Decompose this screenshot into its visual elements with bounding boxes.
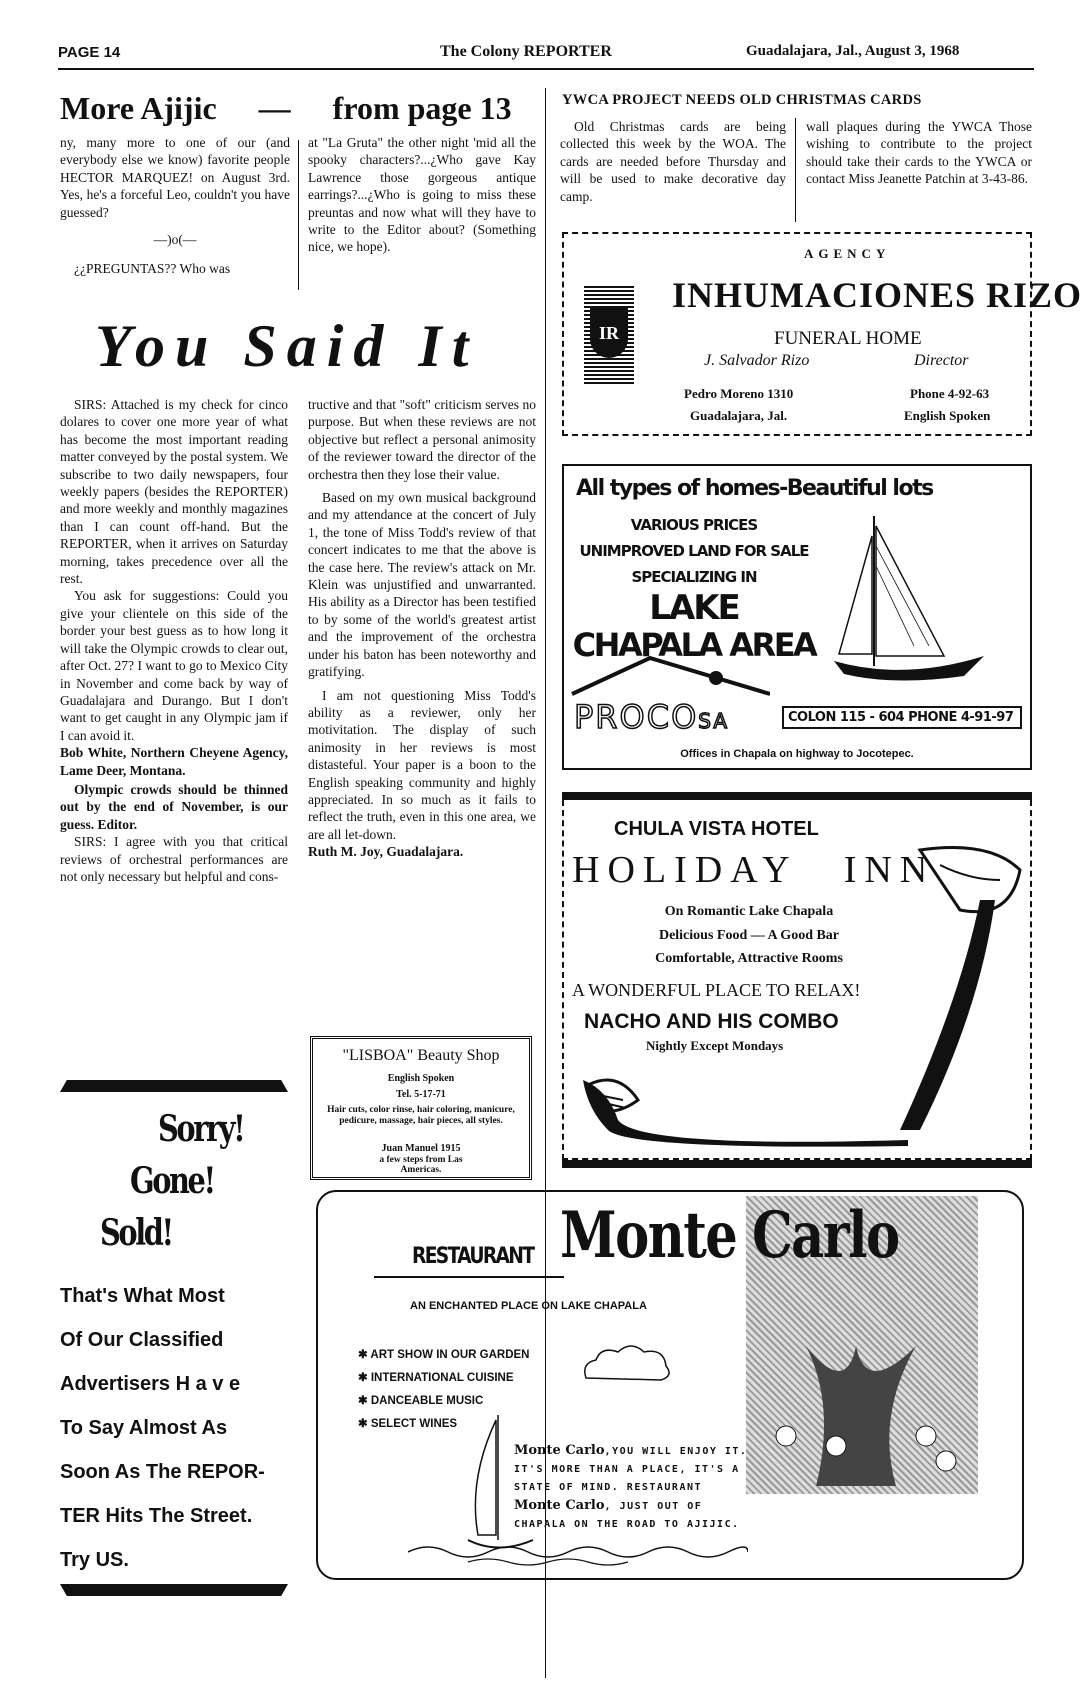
lisboa-near: a few steps from Las Americas. <box>379 1155 463 1175</box>
blurb-line-1 <box>514 1442 754 1461</box>
holiday-name-1: HOLIDAY <box>572 849 797 891</box>
ywca-column-1: Old Christmas cards are being collected this week by the WOA. The cards are needed before Thursday and will be used to make decorative day camp. <box>560 119 786 204</box>
blurb-line-5: CHAPALA ON THE ROAD TO AJIJIC. <box>514 1519 740 1530</box>
ywca-column-2: wall plaques during the YWCA Those wishing to contribute to the project should take their cards to the YWCA or contact Miss Jeanette Patchin at 3-43-86. <box>806 119 1032 187</box>
sailboat-icon <box>834 506 984 686</box>
rizo-logo-shield: IR <box>590 308 628 358</box>
item-wines-label: SELECT WINES <box>370 1418 458 1430</box>
item-music-label: DANCEABLE MUSIC <box>370 1395 484 1407</box>
cloud-icon <box>576 1338 676 1388</box>
ywca-divider <box>795 118 796 222</box>
blurb-line-4 <box>514 1497 754 1516</box>
newspaper-name: The Colony REPORTER <box>440 43 612 60</box>
blurb-text-4: , JUST OUT OF <box>604 1501 703 1512</box>
monte-carlo-ad <box>316 1190 1024 1580</box>
rizo-address: Pedro Moreno 1310 <box>684 386 794 401</box>
ajijic-title-dash: — <box>258 90 291 126</box>
sorry-line-f: TER Hits The Street. <box>60 1505 253 1527</box>
monte-carlo-item-cuisine <box>358 1367 530 1390</box>
sorry-line-e: Soon As The REPOR- <box>60 1461 265 1483</box>
tree-icon <box>746 1286 978 1486</box>
holiday-line-3: Comfortable, Attractive Rooms <box>655 951 843 966</box>
ajijic-col1-text: ny, many more to one of our (and everybody else we know) favorite people HECTOR MARQUEZ! on August 3rd. Yes, he's a forceful Leo, couldn't you have guessed? <box>60 135 290 220</box>
blurb-text-1: ,YOU WILL ENJOY IT. <box>604 1446 748 1457</box>
holiday-name <box>572 848 935 892</box>
editor-reply: Olympic crowds should be thinned out by the end of November, is our guess. Editor. <box>60 781 288 832</box>
ajijic-headline <box>60 90 538 130</box>
rizo-logo <box>584 286 634 384</box>
letter-2-p3: Based on my own musical background and my attendance at the concert of July 1, the tone of Miss Todd's review of that concert indicates to me that the above is the case here. The review's attack on Mr. Klein was unjustified and unwarranted. His ability as a Director has been testified to by some of the world's greatest artist and the improvement of the orchestra under his baton has been noteworthy and gratifying. <box>308 490 536 680</box>
lisboa-english: English Spoken <box>387 1073 455 1084</box>
rizo-name: INHUMACIONES RIZO <box>672 275 1083 315</box>
ajijic-column-1 <box>60 134 290 278</box>
letter-2-p2: tructive and that "soft" criticism serves no purpose. But when these reviews are not objective but reflect a personal animosity of the reviewer toward the director of the orchestra then they lose their value. <box>308 397 536 482</box>
rizo-ad <box>562 232 1083 436</box>
leaf-swoosh-icon <box>578 1070 908 1150</box>
procosa-logo <box>574 698 729 736</box>
sorry-top-bar <box>60 1080 288 1092</box>
sorry-line-a: That's What Most <box>60 1285 225 1307</box>
rizo-role: Director <box>914 352 969 369</box>
procosa-line-2: UNIMPROVED LAND FOR SALE <box>579 542 809 560</box>
holiday-nightly: Nightly Except Mondays <box>646 1038 784 1053</box>
asterisk-icon: ✱ <box>358 1349 371 1361</box>
lisboa-name: "LISBOA" Beauty Shop <box>342 1047 500 1064</box>
holiday-combo: NACHO AND HIS COMBO <box>584 1010 839 1033</box>
letter-2-p1: SIRS: I agree with you that critical reviews of orchestral performances are not only necessary but helpful and cons- <box>60 834 288 884</box>
blurb-line-3: STATE OF MIND. RESTAURANT <box>514 1482 703 1493</box>
letter-2-p4: I am not questioning Miss Todd's ability as a reviewer, only her motivitation. The display of such animosity in her reviews is most distasteful. Your paper is a boon to the English speaking community and highly appreciated. In so much as it fails to reflect the truth, even in this one area, we are all let-down. <box>308 687 536 842</box>
monte-carlo-name-2: Carlo <box>752 1198 899 1273</box>
rizo-phone: Phone 4-92-63 <box>910 386 990 401</box>
you-said-it-title: You Said It <box>95 313 479 379</box>
ajijic-col1-end: ¿¿PREGUNTAS?? Who was <box>74 261 231 277</box>
letter-1-signature: Bob White, Northern Cheyene Agency, Lame Deer, Montana. <box>60 745 288 778</box>
monte-carlo-restaurant: RESTAURANT <box>412 1244 534 1269</box>
wave-scribble-icon <box>408 1536 748 1568</box>
procosa-contact: COLON 115 - 604 PHONE 4-91-97 <box>782 706 1022 729</box>
procosa-offices: Offices in Chapala on highway to Jocotepec. <box>680 748 914 760</box>
procosa-area: CHAPALA AREA <box>572 626 816 664</box>
sorry-line-g: Try US. <box>60 1549 129 1571</box>
procosa-ad <box>562 464 1032 770</box>
sorry-line-b: Of Our Classified <box>60 1329 224 1351</box>
dateline: Guadalajara, Jal., August 3, 1968 <box>746 43 960 59</box>
blurb-brand-1: Monte Carlo <box>514 1443 605 1458</box>
sorry-line-d: To Say Almost As <box>60 1417 228 1439</box>
header-rule <box>58 68 1034 70</box>
ajijic-title-right: from page 13 <box>332 90 512 126</box>
monte-carlo-item-art <box>358 1344 530 1367</box>
holiday-name-2: INN <box>843 849 936 891</box>
column-divider-left <box>298 140 299 290</box>
rizo-english: English Spoken <box>904 408 991 423</box>
you-said-it-column-1 <box>60 396 288 885</box>
lisboa-tel: Tel. 5-17-71 <box>396 1089 446 1100</box>
sorry-bottom-bar <box>60 1584 288 1596</box>
monte-carlo-name-1: Monte <box>560 1198 737 1273</box>
holiday-line-2: Delicious Food — A Good Bar <box>658 928 840 943</box>
blurb-brand-2: Monte Carlo <box>514 1498 605 1513</box>
procosa-roof-icon <box>570 654 770 704</box>
holiday-line-1: On Romantic Lake Chapala <box>664 904 834 919</box>
asterisk-icon: ✱ <box>358 1372 371 1384</box>
letter-1-p2: You ask for suggestions: Could you give your clientele on this side of the border your best guess as to how long it will take the Olympic crowds to clear out, after Oct. 27? I want to go to Mexico City in November and come back by way of Guadalajara and Durango. But I don't want to get caught in any Olympic jam if I can avoid it. <box>60 588 288 743</box>
procosa-lake: LAKE <box>649 588 739 628</box>
lisboa-services: Hair cuts, color rinse, hair coloring, manicure, pedicure, massage, hair pieces, all styles. <box>327 1105 515 1126</box>
rizo-agency: AGENCY <box>804 246 891 261</box>
lisboa-address: Juan Manuel 1915 <box>381 1143 461 1154</box>
ajijic-column-2: at "La Gruta" the other night 'mid all the spooky characters?...¿Who gave Kay Lawrence those gorgeous antique earrings?...¿Who is going to miss these preuntas and now what will they have to write to the Editor about? (Something nice, we hope). <box>308 135 536 255</box>
holiday-inn-ad <box>562 800 1032 1160</box>
procosa-logo-main: PROCO <box>574 698 699 736</box>
procosa-logo-sa: SA <box>698 709 729 733</box>
sorry-line-1: Sorry! <box>158 1108 244 1150</box>
sorry-line-3: Sold! <box>100 1212 172 1254</box>
blurb-line-2: IT'S MORE THAN A PLACE, IT'S A <box>514 1464 740 1475</box>
item-cuisine-label: INTERNATIONAL CUISINE <box>370 1372 514 1384</box>
holiday-bottom-bar <box>562 1160 1032 1168</box>
lisboa-ad <box>310 1036 532 1180</box>
sorry-lines <box>60 1274 292 1582</box>
holiday-slogan: A WONDERFUL PLACE TO RELAX! <box>572 980 861 1000</box>
palm-leaf-icon <box>900 840 1028 1140</box>
monte-carlo-blurb <box>514 1442 754 1534</box>
sorry-line-2: Gone! <box>130 1160 214 1202</box>
monte-carlo-tree-panel <box>746 1196 978 1494</box>
rizo-person: J. Salvador Rizo <box>704 352 810 369</box>
holiday-hotel: CHULA VISTA HOTEL <box>614 818 819 840</box>
holiday-top-bar <box>562 792 1032 800</box>
letter-2-signature: Ruth M. Joy, Guadalajara. <box>308 844 464 860</box>
letter-1-p1: SIRS: Attached is my check for cinco dolares to cover one more year of what has become the most important reading matter conveyed by the postal system. We subscribe to two daily newspapers, four weekly papers (besides the REPORTER) and more weekly and monthly magazines than I can count off-hand. But the REPORTER, when it arrives on Saturday morning, takes precedence over all the rest. <box>60 397 288 587</box>
rizo-funeral-home: FUNERAL HOME <box>774 328 922 349</box>
monte-carlo-underline <box>374 1276 564 1278</box>
asterisk-icon: ✱ <box>358 1418 371 1430</box>
procosa-headline: All types of homes-Beautiful lots <box>576 476 933 501</box>
procosa-line-3: SPECIALIZING IN <box>631 568 757 586</box>
asterisk-icon: ✱ <box>358 1395 371 1407</box>
sorry-ad <box>60 1098 292 1576</box>
ajijic-title-left: More Ajijic <box>60 90 217 126</box>
item-art-label: ART SHOW IN OUR GARDEN <box>370 1349 530 1361</box>
you-said-it-column-2 <box>308 396 536 861</box>
procosa-line-1: VARIOUS PRICES <box>630 516 758 534</box>
ajijic-divider: —)o(— <box>153 232 197 248</box>
monte-carlo-tagline: AN ENCHANTED PLACE ON LAKE CHAPALA <box>410 1300 647 1312</box>
ywca-headline: YWCA PROJECT NEEDS OLD CHRISTMAS CARDS <box>562 92 922 108</box>
rizo-city: Guadalajara, Jal. <box>690 408 788 423</box>
sorry-line-c: Advertisers H a v e <box>60 1373 241 1395</box>
page-number: PAGE 14 <box>58 44 121 61</box>
